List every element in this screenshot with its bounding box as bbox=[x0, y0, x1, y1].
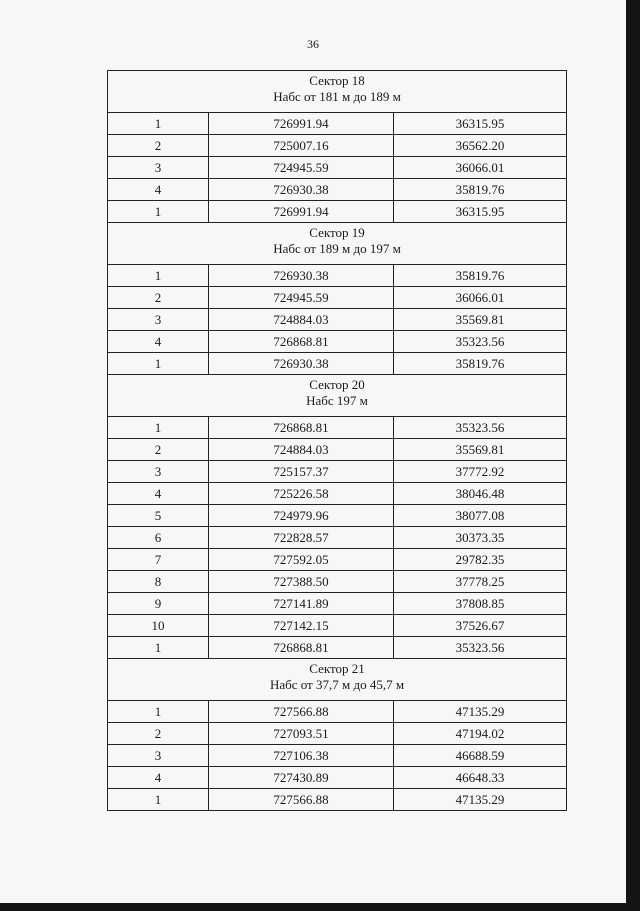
x-coordinate-cell: 725157.37 bbox=[209, 461, 394, 483]
point-number-cell: 5 bbox=[108, 505, 209, 527]
table-row bbox=[108, 309, 567, 331]
point-number-cell: 1 bbox=[108, 353, 209, 375]
table-row bbox=[108, 527, 567, 549]
x-coordinate-cell: 727566.88 bbox=[209, 789, 394, 811]
y-coordinate-cell: 36066.01 bbox=[394, 157, 567, 179]
point-number-cell: 1 bbox=[108, 789, 209, 811]
sector-header-row bbox=[108, 223, 567, 265]
x-coordinate-cell: 727141.89 bbox=[209, 593, 394, 615]
y-coordinate-cell: 47194.02 bbox=[394, 723, 567, 745]
point-number-cell: 2 bbox=[108, 287, 209, 309]
table-row bbox=[108, 701, 567, 723]
sector-header-row bbox=[108, 659, 567, 701]
y-coordinate-cell: 37808.85 bbox=[394, 593, 567, 615]
table-row bbox=[108, 113, 567, 135]
table-row bbox=[108, 789, 567, 811]
y-coordinate-cell: 36315.95 bbox=[394, 201, 567, 223]
point-number-cell: 1 bbox=[108, 637, 209, 659]
point-number-cell: 3 bbox=[108, 745, 209, 767]
point-number-cell: 8 bbox=[108, 571, 209, 593]
y-coordinate-cell: 35323.56 bbox=[394, 331, 567, 353]
point-number-cell: 6 bbox=[108, 527, 209, 549]
point-number-cell: 9 bbox=[108, 593, 209, 615]
x-coordinate-cell: 726868.81 bbox=[209, 637, 394, 659]
sector-header-row bbox=[108, 71, 567, 113]
page-number: 36 bbox=[307, 37, 319, 51]
sector-header bbox=[108, 223, 567, 265]
sector-title: Сектор 18 bbox=[309, 73, 365, 88]
point-number-cell: 1 bbox=[108, 113, 209, 135]
y-coordinate-cell: 38077.08 bbox=[394, 505, 567, 527]
table-row bbox=[108, 417, 567, 439]
point-number-cell: 7 bbox=[108, 549, 209, 571]
x-coordinate-cell: 727106.38 bbox=[209, 745, 394, 767]
y-coordinate-cell: 46648.33 bbox=[394, 767, 567, 789]
x-coordinate-cell: 724979.96 bbox=[209, 505, 394, 527]
table-row bbox=[108, 135, 567, 157]
table-row bbox=[108, 615, 567, 637]
x-coordinate-cell: 722828.57 bbox=[209, 527, 394, 549]
table-row bbox=[108, 157, 567, 179]
sector-title: Сектор 19 bbox=[309, 225, 365, 240]
point-number-cell: 10 bbox=[108, 615, 209, 637]
x-coordinate-cell: 726991.94 bbox=[209, 201, 394, 223]
point-number-cell: 1 bbox=[108, 701, 209, 723]
x-coordinate-cell: 727142.15 bbox=[209, 615, 394, 637]
table-row bbox=[108, 767, 567, 789]
table-row bbox=[108, 201, 567, 223]
point-number-cell: 3 bbox=[108, 157, 209, 179]
sector-title: Сектор 20 bbox=[309, 377, 365, 392]
table-row bbox=[108, 593, 567, 615]
sector-elevation-range: Набс 197 м bbox=[306, 393, 368, 408]
x-coordinate-cell: 725226.58 bbox=[209, 483, 394, 505]
y-coordinate-cell: 37778.25 bbox=[394, 571, 567, 593]
table-row bbox=[108, 287, 567, 309]
table-row bbox=[108, 331, 567, 353]
table-row bbox=[108, 353, 567, 375]
table-row bbox=[108, 265, 567, 287]
x-coordinate-cell: 725007.16 bbox=[209, 135, 394, 157]
y-coordinate-cell: 47135.29 bbox=[394, 701, 567, 723]
x-coordinate-cell: 724884.03 bbox=[209, 439, 394, 461]
y-coordinate-cell: 36562.20 bbox=[394, 135, 567, 157]
table-row bbox=[108, 505, 567, 527]
y-coordinate-cell: 29782.35 bbox=[394, 549, 567, 571]
y-coordinate-cell: 38046.48 bbox=[394, 483, 567, 505]
x-coordinate-cell: 726930.38 bbox=[209, 179, 394, 201]
point-number-cell: 4 bbox=[108, 331, 209, 353]
x-coordinate-cell: 726930.38 bbox=[209, 353, 394, 375]
y-coordinate-cell: 35569.81 bbox=[394, 309, 567, 331]
y-coordinate-cell: 35819.76 bbox=[394, 179, 567, 201]
sector-header bbox=[108, 71, 567, 113]
x-coordinate-cell: 727566.88 bbox=[209, 701, 394, 723]
table-row bbox=[108, 461, 567, 483]
y-coordinate-cell: 46688.59 bbox=[394, 745, 567, 767]
table-row bbox=[108, 745, 567, 767]
y-coordinate-cell: 35323.56 bbox=[394, 637, 567, 659]
sector-header bbox=[108, 375, 567, 417]
y-coordinate-cell: 37526.67 bbox=[394, 615, 567, 637]
x-coordinate-cell: 727093.51 bbox=[209, 723, 394, 745]
y-coordinate-cell: 37772.92 bbox=[394, 461, 567, 483]
point-number-cell: 4 bbox=[108, 179, 209, 201]
y-coordinate-cell: 47135.29 bbox=[394, 789, 567, 811]
y-coordinate-cell: 35819.76 bbox=[394, 265, 567, 287]
table-row bbox=[108, 179, 567, 201]
sector-header-row bbox=[108, 375, 567, 417]
table-row bbox=[108, 723, 567, 745]
x-coordinate-cell: 727430.89 bbox=[209, 767, 394, 789]
point-number-cell: 4 bbox=[108, 767, 209, 789]
point-number-cell: 1 bbox=[108, 417, 209, 439]
table-row bbox=[108, 439, 567, 461]
x-coordinate-cell: 724945.59 bbox=[209, 287, 394, 309]
y-coordinate-cell: 36066.01 bbox=[394, 287, 567, 309]
point-number-cell: 2 bbox=[108, 135, 209, 157]
table-row bbox=[108, 637, 567, 659]
point-number-cell: 3 bbox=[108, 461, 209, 483]
y-coordinate-cell: 35323.56 bbox=[394, 417, 567, 439]
sector-elevation-range: Набс от 37,7 м до 45,7 м bbox=[269, 677, 405, 692]
point-number-cell: 1 bbox=[108, 265, 209, 287]
coordinates-table bbox=[107, 70, 567, 811]
x-coordinate-cell: 726868.81 bbox=[209, 331, 394, 353]
y-coordinate-cell: 35569.81 bbox=[394, 439, 567, 461]
x-coordinate-cell: 727388.50 bbox=[209, 571, 394, 593]
point-number-cell: 1 bbox=[108, 201, 209, 223]
table-row bbox=[108, 549, 567, 571]
x-coordinate-cell: 724945.59 bbox=[209, 157, 394, 179]
x-coordinate-cell: 726991.94 bbox=[209, 113, 394, 135]
y-coordinate-cell: 35819.76 bbox=[394, 353, 567, 375]
x-coordinate-cell: 724884.03 bbox=[209, 309, 394, 331]
y-coordinate-cell: 30373.35 bbox=[394, 527, 567, 549]
point-number-cell: 2 bbox=[108, 439, 209, 461]
table-row bbox=[108, 483, 567, 505]
x-coordinate-cell: 727592.05 bbox=[209, 549, 394, 571]
sector-elevation-range: Набс от 181 м до 189 м bbox=[273, 89, 401, 104]
x-coordinate-cell: 726868.81 bbox=[209, 417, 394, 439]
x-coordinate-cell: 726930.38 bbox=[209, 265, 394, 287]
sector-elevation-range: Набс от 189 м до 197 м bbox=[273, 241, 401, 256]
sector-header bbox=[108, 659, 567, 701]
coordinates-table-body bbox=[108, 71, 567, 811]
point-number-cell: 4 bbox=[108, 483, 209, 505]
sector-title: Сектор 21 bbox=[309, 661, 365, 676]
table-row bbox=[108, 571, 567, 593]
point-number-cell: 3 bbox=[108, 309, 209, 331]
point-number-cell: 2 bbox=[108, 723, 209, 745]
y-coordinate-cell: 36315.95 bbox=[394, 113, 567, 135]
